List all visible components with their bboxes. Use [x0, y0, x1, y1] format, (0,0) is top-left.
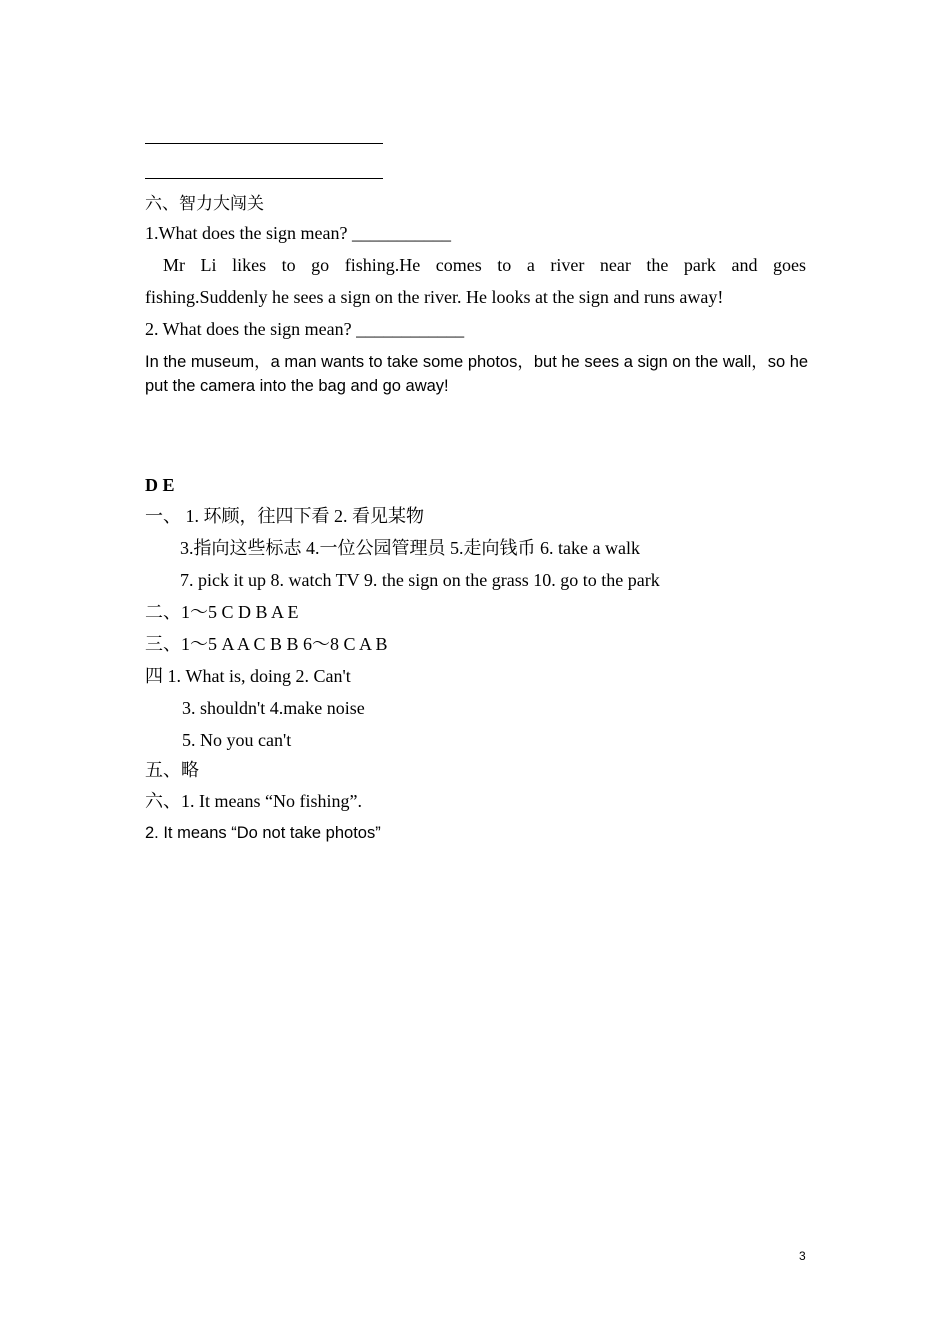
- section-heading: 六、智力大闯关: [145, 194, 264, 213]
- question-1: 1.What does the sign mean? ___________: [145, 223, 451, 243]
- question-2: 2. What does the sign mean? ____________: [145, 319, 465, 339]
- answer-section-3: 三、1～5 A A C B B 6～8 C A B: [145, 634, 388, 654]
- story-1-line-2: fishing.Suddenly he sees a sign on the river. He looks at the sign and runs away!: [145, 287, 724, 307]
- answer-section-1-line-2: 3.指向这些标志 4.一位公园管理员 5.走向钱币 6. take a walk: [180, 538, 640, 558]
- answer-section-6-line-1: 六、1. It means “No fishing”.: [145, 791, 362, 811]
- answer-section-4-line-2: 3. shouldn't 4.make noise: [182, 698, 365, 718]
- answer-section-4-line-3: 5. No you can't: [182, 730, 292, 750]
- answer-section-1-line-1: 一、 1. 环顾，往四下看 2. 看见某物: [145, 506, 424, 526]
- answer-section-5: 五、略: [145, 760, 199, 780]
- answer-key-title: D E: [145, 475, 175, 495]
- blank-answer-line: [145, 143, 383, 144]
- blank-answer-line: [145, 178, 383, 179]
- answer-section-1-line-3: 7. pick it up 8. watch TV 9. the sign on the grass 10. go to the park: [180, 570, 660, 590]
- answer-section-4-line-1: 四 1. What is, doing 2. Can't: [145, 666, 351, 686]
- page-number: 3: [799, 1249, 806, 1263]
- story-1-line-1: Mr Li likes to go fishing.He comes to a river near the park and goes: [163, 255, 806, 275]
- story-2: In the museum，a man wants to take some photos，but he sees a sign on the wall，so he put the camera into the bag and go away!: [145, 353, 809, 395]
- answer-section-6-line-2: 2. It means “Do not take photos”: [145, 824, 381, 842]
- answer-section-2: 二、1～5 C D B A E: [145, 602, 299, 622]
